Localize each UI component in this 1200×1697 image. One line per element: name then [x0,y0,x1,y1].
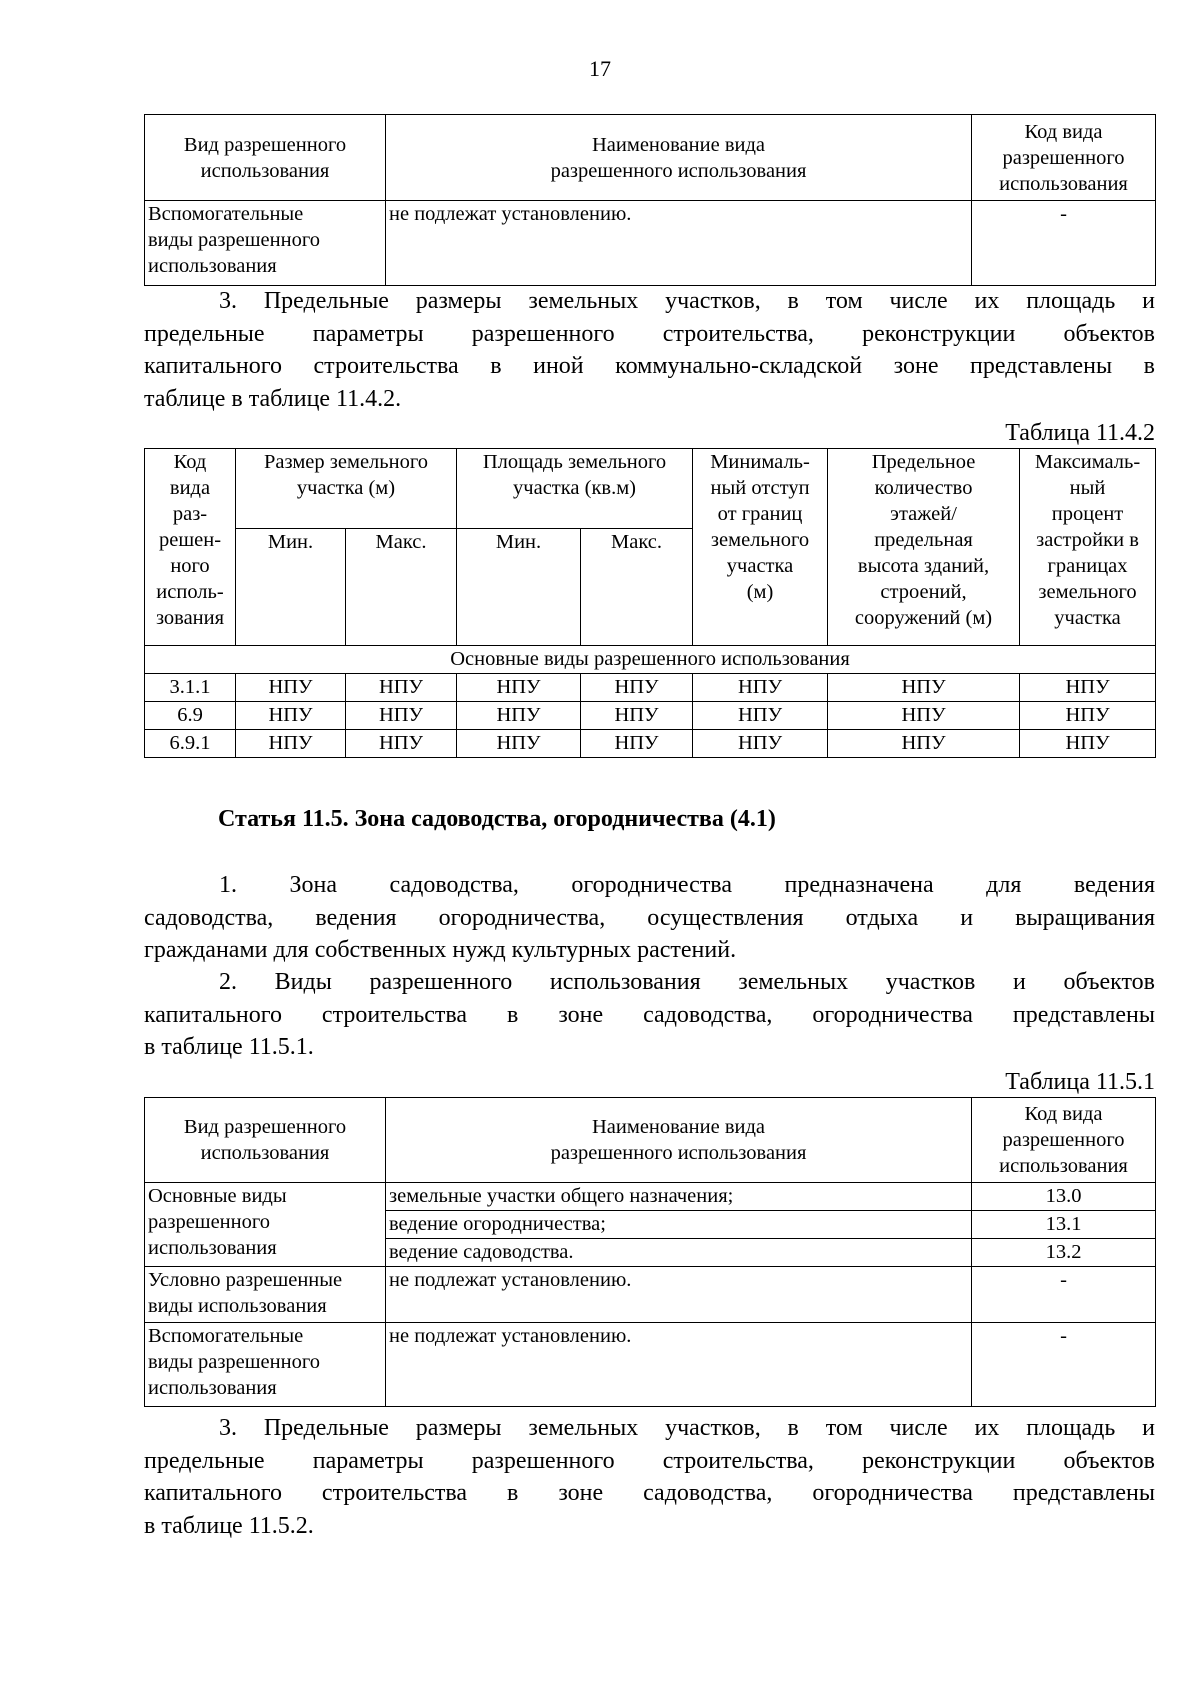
table3-code-cell: 13.2 [972,1239,1156,1267]
table3-category-auxiliary: Вспомогательные виды разрешенного использования [145,1323,386,1407]
paragraph-permitted-uses: 2. Виды разрешенного использования земельных участков и объектов капитального строительства в зоне садоводства, огородничества представлены в таблице 11.5.1. [144,969,1155,1060]
table2-cell: НПУ [1020,730,1156,758]
table3-category-main: Основные виды разрешенного использования [145,1183,386,1267]
table2-cell: НПУ [581,730,693,758]
table-garden-zone-uses [144,1097,1156,1407]
table2-cell: НПУ [457,730,581,758]
table2-code-cell: 3.1.1 [145,674,236,702]
table1-header-code: Код вида разрешенного использования [972,115,1156,201]
table3-code-cell: 13.0 [972,1183,1156,1211]
table2-header-size-min: Мин. [236,529,346,646]
table2-cell: НПУ [1020,674,1156,702]
table3-name-cell: земельные участки общего назначения; [386,1183,972,1211]
table-permitted-uses-continued [144,114,1156,286]
table1-name-cell: не подлежат установлению. [386,201,972,286]
table2-header-plot-area: Площадь земельного участка (кв.м) [457,449,693,529]
table2-cell: НПУ [828,674,1020,702]
table2-cell: НПУ [457,674,581,702]
table-row [145,702,1156,730]
table2-cell: НПУ [1020,702,1156,730]
table3-caption: Таблица 11.5.1 [1005,1069,1155,1095]
table-row [145,730,1156,758]
table1-header-category: Вид разрешенного использования [145,115,386,201]
paragraph-limits-warehouse-zone: 3. Предельные размеры земельных участков, в том числе их площадь и предельные параметры разрешенного строительства, реконструкции объектов капитального строительства в иной коммунально-складской зоне представлены в таблице в таблице 11.4.2. [144,288,1155,412]
table3-name-cell: не подлежат установлению. [386,1267,972,1323]
table2-cell: НПУ [693,674,828,702]
table3-name-cell: ведение садоводства. [386,1239,972,1267]
paragraph-limits-garden-zone: 3. Предельные размеры земельных участков, в том числе их площадь и предельные параметры разрешенного строительства, реконструкции объектов капитального строительства в зоне садоводства, огородничества представлены в таблице 11.5.2. [144,1415,1155,1539]
table3-name-cell: не подлежат установлению. [386,1323,972,1407]
table2-header-plot-size: Размер земельного участка (м) [236,449,457,529]
paragraph-zone-purpose: 1. Зона садоводства, огородничества предназначена для ведения садоводства, ведения огородничества, осуществления отдыха и выращивания гражданами для собственных нужд культурных растений. [144,872,1155,963]
table-row [145,1323,1156,1407]
table3-header-name: Наименование вида разрешенного использования [386,1098,972,1183]
table2-cell: НПУ [236,730,346,758]
table3-code-cell: - [972,1323,1156,1407]
table2-cell: НПУ [693,730,828,758]
table2-header-size-max: Макс. [346,529,457,646]
table2-header-code: Код вида раз- решен- ного исполь- зования [145,449,236,646]
table2-cell: НПУ [457,702,581,730]
table3-header-code: Код вида разрешенного использования [972,1098,1156,1183]
table1-category-auxiliary: Вспомогательные виды разрешенного использования [145,201,386,286]
table2-header-floors-height: Предельное количество этажей/ предельная высота зданий, строений, сооружений (м) [828,449,1020,646]
table2-cell: НПУ [693,702,828,730]
table3-name-cell: ведение огородничества; [386,1211,972,1239]
table2-cell: НПУ [346,730,457,758]
table2-cell: НПУ [346,674,457,702]
table2-header-coverage: Максималь- ный процент застройки в границах земельного участка [1020,449,1156,646]
table2-cell: НПУ [828,730,1020,758]
table1-code-cell: - [972,201,1156,286]
table2-cell: НПУ [581,674,693,702]
table3-header-category: Вид разрешенного использования [145,1098,386,1183]
table2-cell: НПУ [581,702,693,730]
table2-code-cell: 6.9 [145,702,236,730]
table2-cell: НПУ [236,702,346,730]
table2-header-area-min: Мин. [457,529,581,646]
table2-cell: НПУ [236,674,346,702]
table3-code-cell: - [972,1267,1156,1323]
article-heading: Статья 11.5. Зона садоводства, огородничества (4.1) [218,806,776,832]
table2-header-setback: Минималь- ный отступ от границ земельного участка (м) [693,449,828,646]
table2-cell: НПУ [828,702,1020,730]
table-limit-parameters [144,448,1156,758]
table2-section-main-uses: Основные виды разрешенного использования [145,646,1156,674]
table1-header-name: Наименование вида разрешенного использования [386,115,972,201]
table-row [145,1267,1156,1323]
table2-code-cell: 6.9.1 [145,730,236,758]
table3-code-cell: 13.1 [972,1211,1156,1239]
table-row [145,1183,1156,1211]
table-row [145,674,1156,702]
page-number: 17 [589,56,611,81]
table2-header-area-max: Макс. [581,529,693,646]
table3-category-conditional: Условно разрешенные виды использования [145,1267,386,1323]
table2-cell: НПУ [346,702,457,730]
table2-caption: Таблица 11.4.2 [1005,420,1155,446]
